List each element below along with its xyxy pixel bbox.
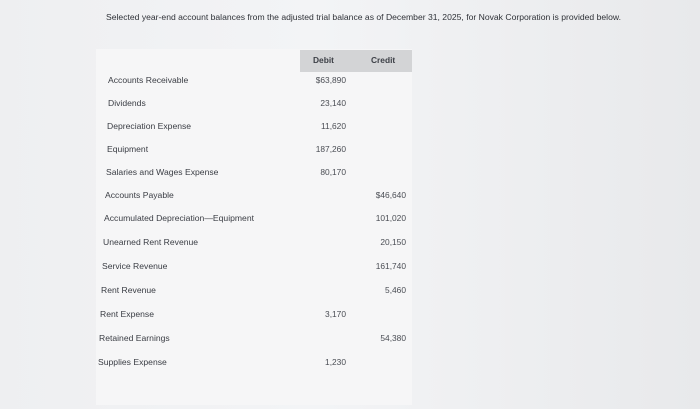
account-name: Supplies Expense bbox=[98, 357, 167, 367]
account-name: Accounts Receivable bbox=[108, 75, 189, 85]
debit-amount: 80,170 bbox=[320, 167, 346, 177]
credit-amount: 54,380 bbox=[380, 333, 406, 343]
table-row bbox=[0, 357, 700, 373]
account-name: Salaries and Wages Expense bbox=[106, 167, 219, 177]
credit-header: Credit bbox=[371, 55, 396, 65]
table-row bbox=[0, 213, 700, 229]
account-name: Rent Expense bbox=[100, 309, 154, 319]
table-row bbox=[0, 75, 700, 91]
account-name: Retained Earnings bbox=[99, 333, 170, 343]
debit-amount: 3,170 bbox=[325, 309, 346, 319]
table-row bbox=[0, 309, 700, 325]
debit-amount: 11,620 bbox=[321, 121, 346, 131]
table-row bbox=[0, 98, 700, 114]
account-name: Dividends bbox=[108, 98, 146, 108]
table-row bbox=[0, 261, 700, 277]
credit-amount: 20,150 bbox=[380, 237, 406, 247]
intro-text: Selected year-end account balances from the adjusted trial balance as of December 31, 2025, for Novak Corporation is provided below. bbox=[106, 12, 621, 22]
account-name: Equipment bbox=[107, 144, 149, 154]
credit-amount: 5,460 bbox=[385, 285, 406, 295]
debit-amount: $63,890 bbox=[315, 75, 346, 85]
debit-amount: 1,230 bbox=[325, 357, 346, 367]
debit-header: Debit bbox=[313, 55, 334, 65]
credit-amount: $46,640 bbox=[375, 190, 406, 200]
table-row bbox=[0, 237, 700, 253]
credit-amount: 101,020 bbox=[375, 213, 406, 223]
table-row bbox=[0, 167, 700, 183]
account-name: Service Revenue bbox=[102, 261, 168, 271]
account-name: Unearned Rent Revenue bbox=[103, 237, 199, 247]
table-row bbox=[0, 144, 700, 160]
debit-amount: 187,260 bbox=[315, 144, 346, 154]
account-name: Accumulated Depreciation—Equipment bbox=[104, 213, 254, 223]
table-row bbox=[0, 121, 700, 137]
account-name: Depreciation Expense bbox=[107, 121, 192, 131]
credit-amount: 161,740 bbox=[375, 261, 406, 271]
account-name: Accounts Payable bbox=[105, 190, 174, 200]
table-row bbox=[0, 285, 700, 301]
table-row bbox=[0, 190, 700, 206]
debit-amount: 23,140 bbox=[320, 98, 346, 108]
account-name: Rent Revenue bbox=[101, 285, 156, 295]
table-row bbox=[0, 333, 700, 349]
